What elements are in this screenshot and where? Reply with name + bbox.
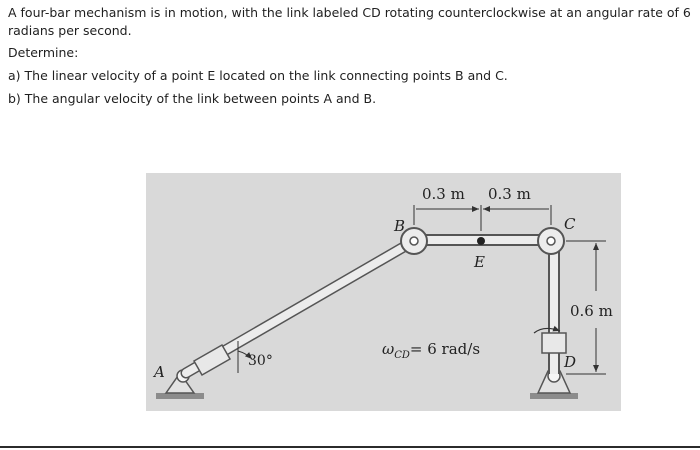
omega-value: = 6 rad/s — [409, 340, 481, 358]
label-d: D — [564, 353, 577, 371]
question-b: b) The angular velocity of the link between points A and B. — [8, 91, 377, 106]
dim-left-label: 0.3 m — [422, 185, 465, 203]
dim-right-label: 0.3 m — [488, 185, 531, 203]
angle-label: 30° — [248, 353, 273, 369]
label-e: E — [474, 253, 485, 271]
problem-statement — [8, 4, 692, 107]
dim-vertical-label: 0.6 m — [570, 302, 613, 320]
mechanism-figure — [146, 173, 621, 411]
joint-c — [538, 228, 564, 254]
label-b: B — [394, 217, 406, 235]
four-bar-mechanism-diagram — [146, 173, 621, 411]
determine-label: Determine: — [8, 45, 79, 60]
point-e-marker — [477, 237, 485, 245]
problem-text-line-2: radians per second. — [8, 23, 132, 38]
omega-subscript: CD — [394, 350, 410, 361]
label-c: C — [564, 215, 576, 233]
problem-text-line-1: A four-bar mechanism is in motion, with the link labeled CD rotating counterclockwise at an angular rate of 6 — [8, 5, 691, 20]
bottom-divider — [0, 446, 700, 448]
omega-symbol: ω — [382, 340, 395, 358]
question-a: a) The linear velocity of a point E located on the link connecting points B and C. — [8, 68, 508, 83]
label-a: A — [154, 363, 165, 381]
